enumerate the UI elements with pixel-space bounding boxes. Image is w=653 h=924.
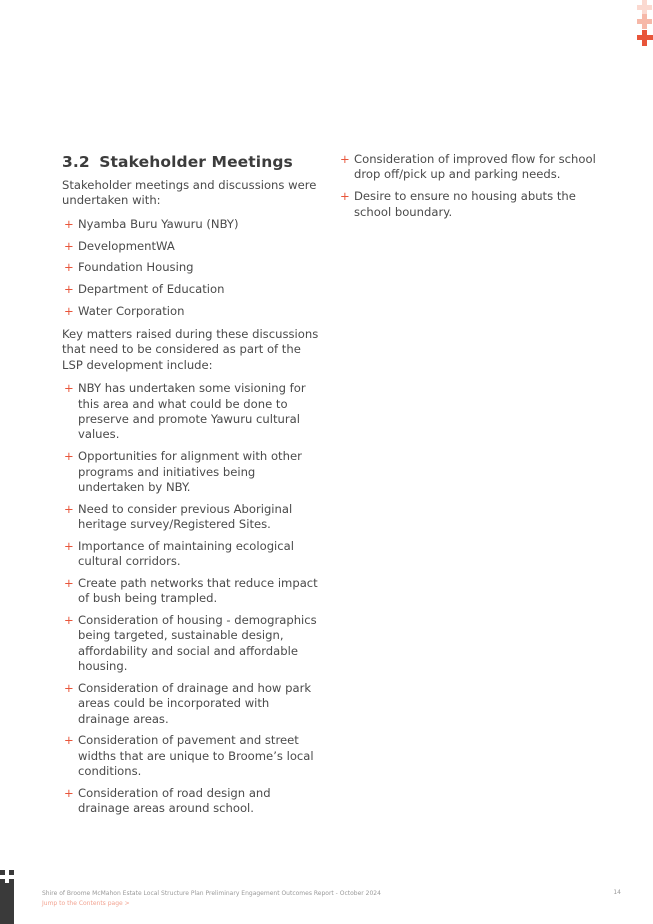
footer-report-title: Shire of Broome McMahon Estate Local Structure Plan Preliminary Engagement Outcomes Report - October 2024: [42, 890, 381, 897]
plus-bullet-icon: +: [64, 613, 74, 628]
key-matters-paragraph: Key matters raised during these discussions that need to be considered as part of the LSP development include:: [62, 327, 319, 372]
section-title: Stakeholder Meetings: [99, 153, 293, 171]
right-column: [338, 152, 600, 228]
plus-bullet-icon: +: [64, 501, 74, 516]
plus-bullet-icon: +: [64, 680, 74, 695]
plus-bullet-icon: +: [340, 189, 350, 204]
section-heading: [62, 152, 324, 172]
plus-bullet-icon: +: [340, 152, 350, 166]
list-item: + NBY has undertaken some visioning for this area and what could be done to preserve and promote Yawuru cultural values.: [64, 381, 306, 442]
plus-bullet-icon: +: [64, 281, 74, 296]
plus-bullet-icon: +: [64, 303, 74, 318]
plus-bullet-icon: +: [64, 238, 74, 253]
corner-plus-marks-icon: [635, 0, 653, 50]
plus-bullet-icon: +: [64, 785, 74, 800]
section-number: 3.2: [62, 153, 90, 171]
page-footer: [42, 889, 627, 909]
list-item: + Create path networks that reduce impact of bush being trampled.: [64, 575, 318, 606]
page-number: 14: [613, 889, 621, 896]
list-item: + Importance of maintaining ecological cultural corridors.: [64, 538, 294, 569]
left-column: [62, 152, 324, 825]
corner-dark-mark-icon: [0, 868, 18, 924]
list-item: + Foundation Housing: [64, 260, 194, 275]
contents-link[interactable]: Jump to the Contents page >: [42, 900, 130, 907]
key-matters-list: [62, 381, 324, 817]
list-item: + Department of Education: [64, 281, 225, 296]
plus-bullet-icon: +: [64, 538, 74, 553]
plus-bullet-icon: +: [64, 449, 74, 464]
plus-bullet-icon: +: [64, 381, 74, 396]
list-item: + Consideration of drainage and how park areas could be incorporated with drainage areas.: [64, 680, 312, 726]
list-item: + DevelopmentWA: [64, 238, 175, 253]
plus-bullet-icon: +: [64, 216, 74, 231]
list-item: + Nyamba Buru Yawuru (NBY): [64, 216, 239, 231]
list-item: + Consideration of road design and drainage areas around school.: [64, 785, 271, 816]
list-item: + Desire to ensure no housing abuts the school boundary.: [340, 189, 576, 219]
intro-paragraph: Stakeholder meetings and discussions were undertaken with:: [62, 178, 317, 208]
key-matters-list-continued: [338, 152, 600, 220]
plus-bullet-icon: +: [64, 733, 74, 748]
list-item: + Water Corporation: [64, 303, 185, 318]
list-item: + Opportunities for alignment with other programs and initiatives being undertaken by NBY.: [64, 449, 302, 494]
plus-bullet-icon: +: [64, 575, 74, 590]
list-item: + Consideration of pavement and street widths that are unique to Broome’s local conditions.: [64, 733, 314, 779]
list-item: + Consideration of housing - demographics being targeted, sustainable design, affordability and social and affordable housing.: [64, 613, 317, 674]
stakeholder-list: [62, 217, 324, 319]
list-item: + Consideration of improved flow for school drop off/pick up and parking needs.: [340, 152, 596, 182]
list-item: + Need to consider previous Aboriginal heritage survey/Registered Sites.: [64, 501, 293, 532]
plus-bullet-icon: +: [64, 260, 74, 275]
